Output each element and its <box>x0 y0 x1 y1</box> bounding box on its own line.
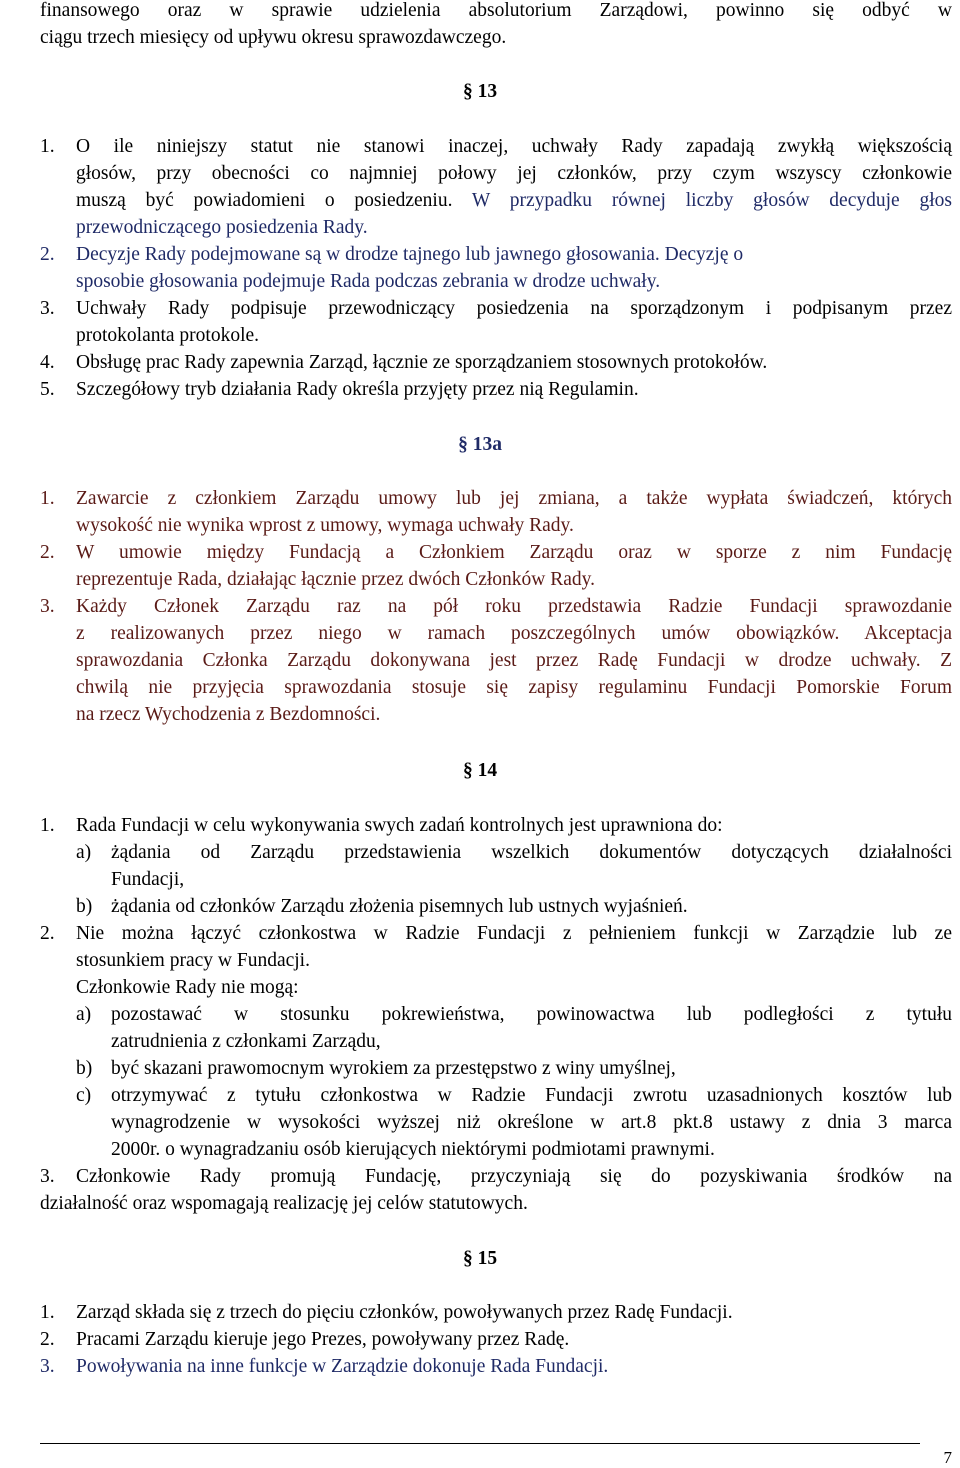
list-number: 2. <box>40 244 55 265</box>
s15-p1-line-1 <box>40 1299 952 1326</box>
s13-p4-line-1 <box>40 349 952 376</box>
s13a-p2-line-1 <box>40 539 952 566</box>
s14-p3-line-2: działalność oraz wspomagają realizację jej celów statutowych. <box>40 1193 528 1214</box>
s14-item-a-line-2: Fundacji, <box>111 869 185 890</box>
paragraph-text: Szczegółowy tryb działania Rady określa przyjęty przez nią Regulamin. <box>76 379 639 400</box>
s14-ban-c-line-2: wynagrodzenie w wysokości wyższej niż określone w art.8 pkt.8 ustawy z dnia 3 marca <box>111 1112 952 1133</box>
intro-line-2: ciągu trzech miesięcy od upływu okresu sprawozdawczego. <box>40 27 507 48</box>
s14-ban-b-line-1 <box>76 1055 952 1082</box>
paragraph-text: Członkowie Rady promują Fundację, przyczyniają się do pozyskiwania środków na <box>76 1166 952 1187</box>
paragraph-text: muszą być powiadomieni o posiedzeniu. <box>76 190 453 211</box>
paragraph-text: Zarząd składa się z trzech do pięciu członków, powoływanych przez Radę Fundacji. <box>76 1302 733 1323</box>
list-number: 2. <box>40 542 55 563</box>
paragraph-text: Decyzję o <box>659 244 744 265</box>
s13a-p2-line-2: reprezentuje Rada, działając łącznie przez dwóch Członków Rady. <box>76 569 596 590</box>
list-number: 1. <box>40 1302 55 1323</box>
s13a-p3-line-5: na rzecz Wychodzenia z Bezdomności. <box>76 704 381 725</box>
s13-p5-line-1 <box>40 376 952 403</box>
list-number: 1. <box>40 136 55 157</box>
s14-item-a-line-1 <box>76 839 952 866</box>
paragraph-text: Powoływania na inne funkcje w Zarządzie dokonuje Rada Fundacji. <box>76 1356 609 1377</box>
paragraph-text: otrzymywać z tytułu członkostwa w Radzie Fundacji zwrotu uzasadnionych kosztów lub <box>111 1085 952 1106</box>
section-13-heading: § 13 <box>462 81 498 102</box>
s13a-p1-line-1 <box>40 485 952 512</box>
s13a-p3-line-3: sprawozdania Członka Zarządu dokonywana jest przez Radę Fundacji w drodze uchwały. Z <box>76 650 952 671</box>
paragraph-text: Każdy Członek Zarządu raz na pół roku przedstawia Radzie Fundacji sprawozdanie <box>76 596 952 617</box>
s14-p1-line-1 <box>40 812 952 839</box>
paragraph-text: Pracami Zarządu kieruje jego Prezes, powoływany przez Radę. <box>76 1329 570 1350</box>
paragraph-text-amended: W przypadku równej liczby głosów decyduje głos <box>452 190 952 211</box>
s13a-p3-line-1 <box>40 593 952 620</box>
section-15-heading: § 15 <box>462 1248 498 1269</box>
section-14-heading: § 14 <box>462 760 498 781</box>
s14-p3-line-1 <box>40 1163 952 1190</box>
list-number: 2. <box>40 923 55 944</box>
s13-p1-line-2: głosów, przy obecności co najmniej połowy jej członków, przy czym wszyscy członkowie <box>76 163 952 184</box>
list-letter: b) <box>76 1058 93 1079</box>
s14-item-b-line-1 <box>76 893 952 920</box>
paragraph-text: Zawarcie z członkiem Zarządu umowy lub jej zmiana, a także wypłata świadczeń, których <box>76 488 952 509</box>
list-letter: a) <box>76 842 92 863</box>
s14-p2-line-3: Członkowie Rady nie mogą: <box>76 977 299 998</box>
paragraph-text: Uchwały Rady podpisuje przewodniczący posiedzenia na sporządzonym i podpisanym przez <box>76 298 952 319</box>
list-number: 3. <box>40 1356 55 1377</box>
paragraph-text: W umowie między Fundacją a Członkiem Zarządu oraz w sporze z nim Fundację <box>76 542 952 563</box>
s14-ban-c-line-1 <box>76 1082 952 1109</box>
list-number: 1. <box>40 488 55 509</box>
s13-p3-line-2: protokolanta protokole. <box>76 325 260 346</box>
paragraph-text: Nie można łączyć członkostwa w Radzie Fundacji z pełnieniem funkcji w Zarządzie lub ze <box>76 923 952 944</box>
s14-ban-a-line-1 <box>76 1001 952 1028</box>
paragraph-text: O ile niniejszy statut nie stanowi inaczej, uchwały Rady zapadają zwykłą większością <box>76 136 952 157</box>
s13-p3-line-1 <box>40 295 952 322</box>
list-number: 3. <box>40 1166 55 1187</box>
paragraph-text: Rada Fundacji w celu wykonywania swych zadań kontrolnych jest uprawniona do: <box>76 815 723 836</box>
s13a-p3-line-2: z realizowanych przez niego w ramach poszczególnych umów obowiązków. Akceptacja <box>76 623 952 644</box>
s14-p2-line-1 <box>40 920 952 947</box>
paragraph-text: Obsługę prac Rady zapewnia Zarząd, łącznie ze sporządzaniem stosownych protokołów. <box>76 352 768 373</box>
paragraph-text: Decyzje Rady podejmowane są w drodze tajnego lub jawnego głosowania. <box>76 244 660 265</box>
s14-ban-c-line-3: 2000r. o wynagradzaniu osób kierujących niektórymi podmiotami prawnymi. <box>111 1139 715 1160</box>
paragraph-text: pozostawać w stosunku pokrewieństwa, powinowactwa lub podległości z tytułu <box>111 1004 952 1025</box>
s13a-p3-line-4: chwilą nie przyjęcia sprawozdania stosuje się zapisy regulaminu Fundacji Pomorskie Forum <box>76 677 952 698</box>
list-number: 5. <box>40 379 55 400</box>
list-letter: b) <box>76 896 93 917</box>
s13-p2-line-2: sposobie głosowania podejmuje Rada podczas zebrania w drodze uchwały. <box>76 271 661 292</box>
s15-p3-line-1 <box>40 1353 952 1380</box>
list-letter: a) <box>76 1004 92 1025</box>
s13-p2-line-1 <box>40 241 952 268</box>
footer-rule <box>40 1443 920 1444</box>
s15-p2-line-1 <box>40 1326 952 1353</box>
list-letter: c) <box>76 1085 92 1106</box>
s13-p1-line-4: przewodniczącego posiedzenia Rady. <box>76 217 368 238</box>
s13-p1-line-3 <box>76 187 952 214</box>
list-number: 4. <box>40 352 55 373</box>
paragraph-text: być skazani prawomocnym wyrokiem za przestępstwo z winy umyślnej, <box>111 1058 676 1079</box>
s14-ban-a-line-2: zatrudnienia z członkami Zarządu, <box>111 1031 381 1052</box>
s13a-p1-line-2: wysokość nie wynika wprost z umowy, wymaga uchwały Rady. <box>76 515 574 536</box>
paragraph-text: żądania od członków Zarządu złożenia pisemnych lub ustnych wyjaśnień. <box>111 896 688 917</box>
page-number: 7 <box>943 1448 952 1467</box>
intro-line-1: finansowego oraz w sprawie udzielenia absolutorium Zarządowi, powinno się odbyć w <box>40 0 952 21</box>
list-number: 1. <box>40 815 55 836</box>
list-number: 2. <box>40 1329 55 1350</box>
s14-p2-line-2: stosunkiem pracy w Fundacji. <box>76 950 310 971</box>
list-number: 3. <box>40 298 55 319</box>
paragraph-text: żądania od Zarządu przedstawienia wszelkich dokumentów dotyczących działalności <box>111 842 952 863</box>
section-13a-heading: § 13a <box>458 434 502 455</box>
list-number: 3. <box>40 596 55 617</box>
s13-p1-line-1 <box>40 133 952 160</box>
